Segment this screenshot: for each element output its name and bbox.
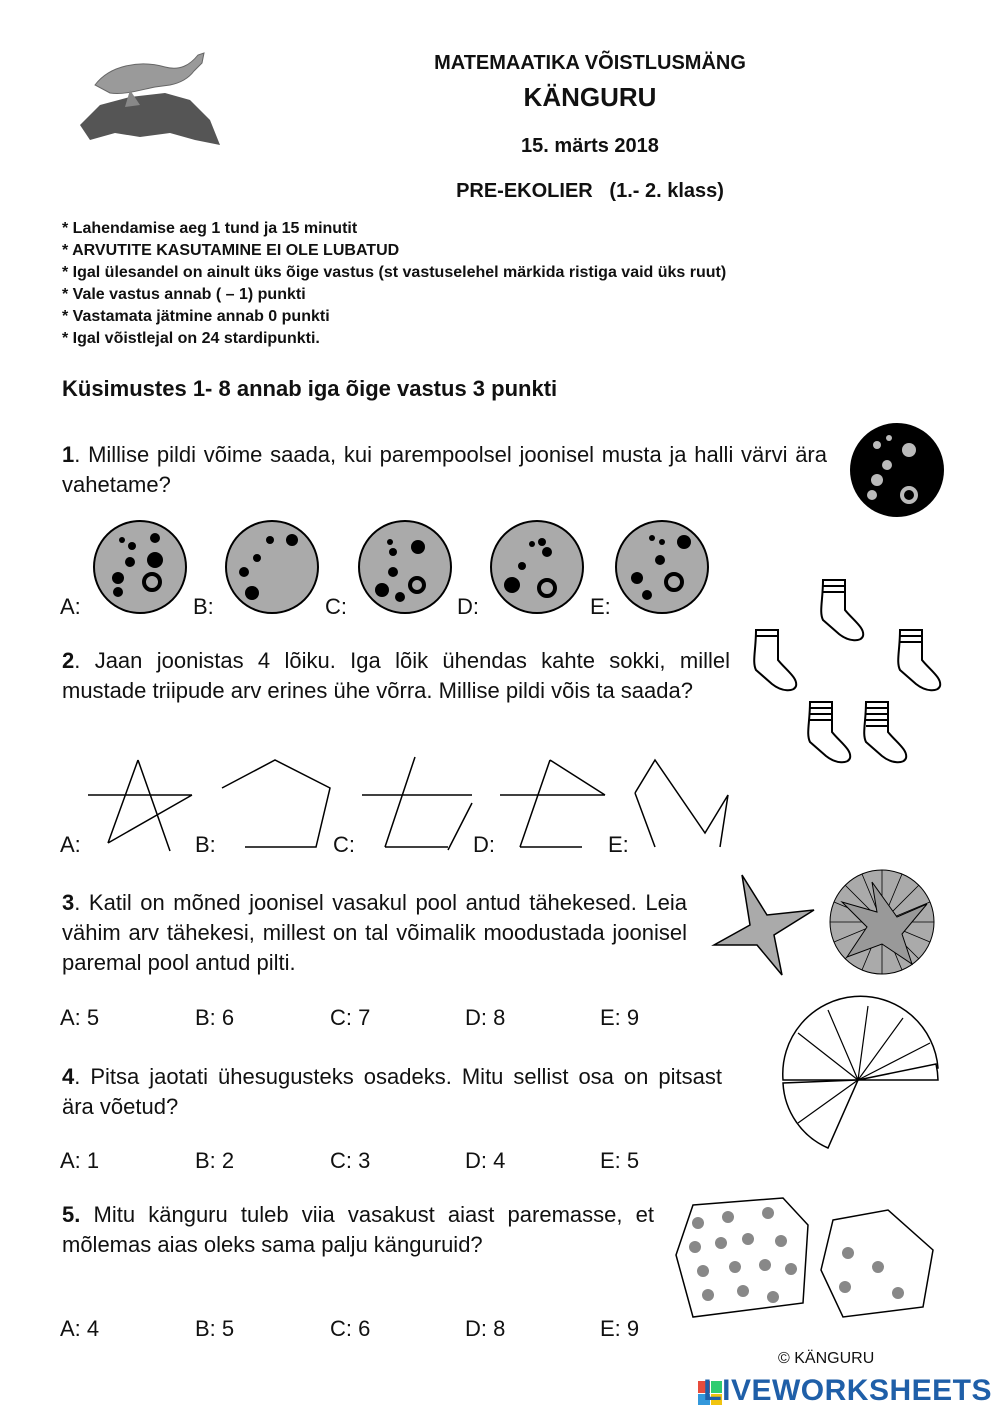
question-text: Mitu känguru tuleb viia vasakust aiast paremasse, et mõlemas aias oleks sama palju känguruid?	[62, 1202, 654, 1257]
section-title: Küsimustes 1- 8 annab iga õige vastus 3 punkti	[62, 376, 558, 401]
socks-figure	[748, 572, 948, 772]
option-a[interactable]: A: 5	[60, 1005, 100, 1030]
option-b[interactable]: B: 6	[195, 1005, 235, 1030]
question-number: 4	[62, 1064, 75, 1089]
option-a[interactable]: A:	[60, 594, 81, 619]
kangaroo-logo	[70, 45, 230, 155]
rule-item: * Igal ülesandel on ainult üks õige vastus (st vastuselehel märkida ristiga vaid üks ruut)	[62, 264, 727, 281]
question-text: . Jaan joonistas 4 lõiku. Iga lõik ühendas kahte sokki, millel mustade triipude arv erines ühe võrra. Millise pildi võis ta saada?	[62, 648, 730, 703]
option-c[interactable]: C:	[333, 832, 355, 857]
circle-option-a	[90, 520, 190, 620]
option-c[interactable]: C:	[325, 594, 347, 619]
circle-option-b	[222, 520, 322, 620]
rule-item: * Vastamata jätmine annab 0 punkti	[62, 308, 330, 325]
option-a[interactable]: A: 1	[60, 1148, 100, 1173]
rules-list	[62, 218, 726, 350]
contest-name: KÄNGURU	[523, 82, 657, 112]
contest-title: MATEMAATIKA VÕISTLUSMÄNG	[434, 52, 746, 74]
rule-item: * Igal võistlejal on 24 stardipunkti.	[62, 330, 320, 347]
star-figure	[712, 870, 972, 980]
option-b[interactable]: B:	[195, 832, 216, 857]
option-a[interactable]: A:	[60, 832, 81, 857]
option-d[interactable]: D: 8	[465, 1316, 506, 1341]
option-e[interactable]: E:	[608, 832, 629, 857]
circle-option-c	[355, 520, 455, 620]
rule-item: * Vale vastus annab ( – 1) punkti	[62, 286, 306, 303]
option-d[interactable]: D:	[457, 594, 479, 619]
option-d[interactable]: D:	[473, 832, 495, 857]
option-b[interactable]: B: 2	[195, 1148, 235, 1173]
question-text: . Millise pildi võime saada, kui parempoolsel joonisel musta ja halli värvi ära vahetame?	[62, 442, 827, 497]
option-b[interactable]: B: 5	[195, 1316, 235, 1341]
question-5	[62, 1200, 654, 1260]
rule-item: * ARVUTITE KASUTAMINE EI OLE LUBATUD	[62, 242, 400, 259]
question-1	[62, 440, 827, 500]
question-number: 2	[62, 648, 75, 673]
question-2	[62, 646, 730, 706]
option-c[interactable]: C: 6	[330, 1316, 371, 1341]
option-e[interactable]: E:	[590, 594, 611, 619]
question-number: 3	[62, 890, 75, 915]
option-e[interactable]: E: 9	[600, 1005, 640, 1030]
option-c[interactable]: C: 3	[330, 1148, 371, 1173]
question-text: . Pitsa jaotati ühesugusteks osadeks. Mitu sellist osa on pitsast ära võetud?	[62, 1064, 722, 1119]
question-text: . Katil on mõned joonisel vasakul pool antud tähekesed. Leia vähim arv tähekesi, millest on tal võimalik moodustada joonisel paremal pool antud pilti.	[62, 890, 687, 975]
option-a[interactable]: A: 4	[60, 1316, 100, 1341]
black-circle-figure	[847, 420, 947, 520]
pizza-figure	[778, 998, 978, 1158]
option-d[interactable]: D: 8	[465, 1005, 506, 1030]
circle-option-e	[612, 520, 712, 620]
question-4	[62, 1062, 722, 1122]
option-e[interactable]: E: 9	[600, 1316, 640, 1341]
copyright: © KÄNGURU	[778, 1350, 875, 1367]
contest-date: 15. märts 2018	[521, 135, 659, 157]
rule-item: * Lahendamise aeg 1 tund ja 15 minutit	[62, 220, 358, 237]
option-c[interactable]: C: 7	[330, 1005, 371, 1030]
question-3	[62, 888, 687, 978]
segments-options	[80, 755, 780, 855]
question-number: 5.	[62, 1202, 81, 1227]
option-b[interactable]: B:	[193, 594, 214, 619]
question-number: 1	[62, 442, 75, 467]
option-e[interactable]: E: 5	[600, 1148, 640, 1173]
circle-option-d	[487, 520, 587, 620]
kangaroo-gardens-figure	[673, 1195, 953, 1325]
brand-name[interactable]: LIVEWORKSHEETS	[703, 1374, 992, 1407]
option-d[interactable]: D: 4	[465, 1148, 506, 1173]
contest-category: PRE-EKOLIER (1.- 2. klass)	[456, 180, 724, 202]
